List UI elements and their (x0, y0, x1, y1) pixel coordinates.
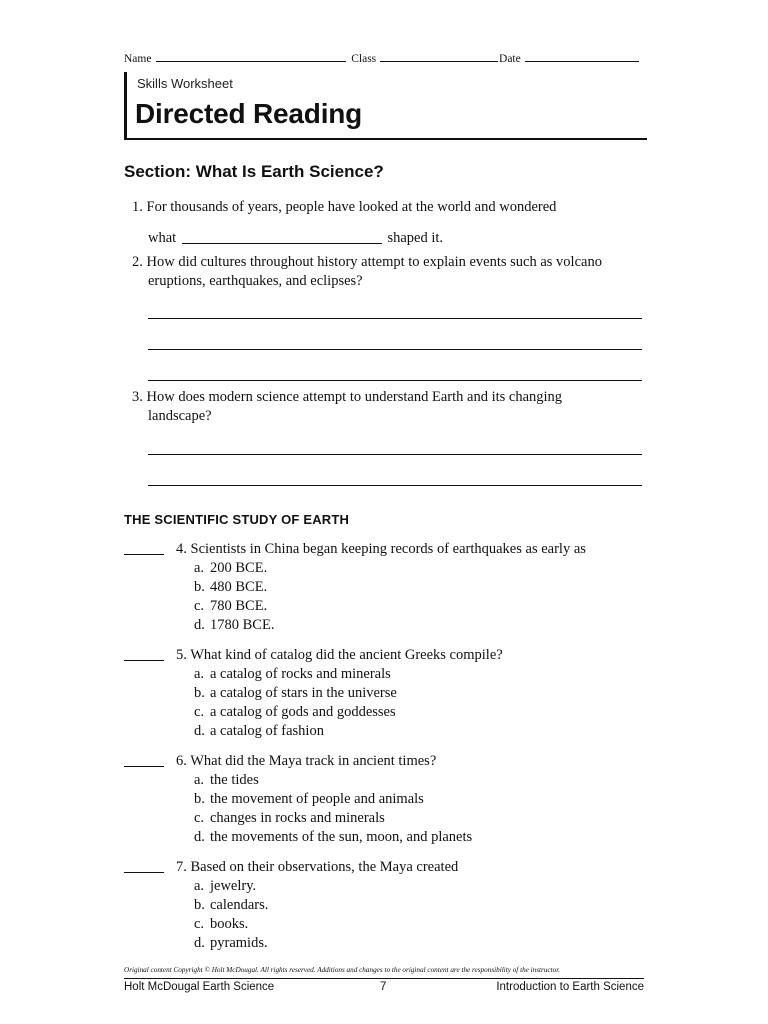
option-c[interactable] (194, 810, 385, 827)
question-number: 5. (176, 647, 187, 663)
question-1 (132, 198, 556, 217)
question-1-fill (148, 229, 443, 248)
option-c[interactable] (194, 916, 248, 933)
answer-line[interactable] (148, 485, 642, 486)
option-letter: a. (194, 560, 205, 576)
question-text: How did cultures throughout history attempt to explain events such as volcano (146, 254, 602, 270)
option-letter: b. (194, 579, 205, 595)
option-text: pyramids. (210, 935, 268, 951)
worksheet-header (124, 72, 647, 140)
page-title: Directed Reading (135, 98, 363, 129)
option-text: calendars. (210, 897, 269, 913)
question-text: What did the Maya track in ancient times? (190, 753, 437, 769)
question-number: 1. (132, 199, 143, 215)
option-a[interactable] (194, 878, 256, 895)
subheading: THE SCIENTIFIC STUDY OF EARTH (124, 512, 350, 527)
question-number: 3. (132, 389, 143, 405)
question-text: Scientists in China began keeping records of earthquakes as early as (190, 541, 586, 557)
option-text: books. (210, 916, 249, 932)
option-text: 780 BCE. (210, 598, 268, 614)
option-letter: c. (194, 598, 205, 614)
option-text: jewelry. (210, 878, 257, 894)
question-text: What kind of catalog did the ancient Greeks compile? (190, 647, 503, 663)
question-number: 7. (176, 859, 187, 875)
option-b[interactable] (194, 897, 268, 914)
page-number: 7 (380, 981, 387, 993)
option-a[interactable] (194, 560, 267, 577)
option-b[interactable] (194, 579, 267, 596)
question-text: How does modern science attempt to understand Earth and its changing (146, 389, 563, 405)
footer-divider (124, 978, 644, 979)
question-stem (176, 647, 503, 664)
date-blank[interactable] (525, 61, 639, 62)
section-title: Section: What Is Earth Science? (124, 162, 384, 181)
question-number: 2. (132, 254, 143, 270)
question-text: shaped it. (387, 230, 444, 246)
option-letter: d. (194, 829, 205, 845)
question-text: what (148, 230, 177, 246)
question-stem (176, 753, 436, 770)
question-3 (132, 388, 562, 407)
option-d[interactable] (194, 723, 324, 740)
mc-question-4 (124, 541, 644, 635)
option-c[interactable] (194, 704, 396, 721)
question-number: 4. (176, 541, 187, 557)
name-blank[interactable] (156, 61, 346, 62)
question-text: Based on their observations, the Maya created (190, 859, 459, 875)
option-text: a catalog of stars in the universe (210, 685, 397, 701)
answer-blank[interactable] (124, 554, 164, 555)
answer-blank[interactable] (124, 872, 164, 873)
answer-line[interactable] (148, 454, 642, 455)
option-text: changes in rocks and minerals (210, 810, 385, 826)
option-text: a catalog of gods and goddesses (210, 704, 396, 720)
question-stem (176, 859, 458, 876)
option-letter: a. (194, 772, 205, 788)
mc-question-5 (124, 647, 644, 741)
option-letter: d. (194, 935, 205, 951)
option-text: a catalog of fashion (210, 723, 324, 739)
question-2 (132, 253, 602, 272)
worksheet-type: Skills Worksheet (137, 76, 233, 91)
option-letter: d. (194, 723, 205, 739)
answer-blank[interactable] (124, 766, 164, 767)
answer-line[interactable] (148, 349, 642, 350)
footer-left: Holt McDougal Earth Science (124, 981, 275, 993)
name-class-date-line (124, 53, 642, 65)
question-3-cont: landscape? (148, 408, 212, 424)
date-label: Date (499, 53, 521, 65)
option-letter: c. (194, 810, 205, 826)
option-letter: b. (194, 791, 205, 807)
option-letter: d. (194, 617, 205, 633)
option-letter: b. (194, 897, 205, 913)
option-text: 1780 BCE. (210, 617, 275, 633)
mc-question-6 (124, 753, 644, 847)
option-c[interactable] (194, 598, 267, 615)
copyright-notice: Original content Copyright © Holt McDougal. All rights reserved. Additions and changes to the original content are the responsibility of the instructor. (124, 966, 561, 974)
option-b[interactable] (194, 685, 397, 702)
option-letter: b. (194, 685, 205, 701)
option-letter: a. (194, 666, 205, 682)
fill-in-blank[interactable] (182, 243, 382, 244)
option-text: 480 BCE. (210, 579, 268, 595)
answer-line[interactable] (148, 380, 642, 381)
question-stem (176, 541, 586, 558)
option-text: a catalog of rocks and minerals (210, 666, 391, 682)
option-a[interactable] (194, 666, 391, 683)
question-2-cont: eruptions, earthquakes, and eclipses? (148, 273, 363, 289)
option-d[interactable] (194, 935, 268, 952)
mc-question-7 (124, 859, 644, 953)
answer-line[interactable] (148, 318, 642, 319)
option-text: the movements of the sun, moon, and planets (210, 829, 473, 845)
answer-blank[interactable] (124, 660, 164, 661)
option-letter: a. (194, 878, 205, 894)
name-label: Name (124, 53, 152, 65)
class-blank[interactable] (380, 61, 498, 62)
option-text: the tides (210, 772, 259, 788)
option-letter: c. (194, 916, 205, 932)
option-letter: c. (194, 704, 205, 720)
class-label: Class (351, 53, 377, 65)
question-number: 6. (176, 753, 187, 769)
option-text: 200 BCE. (210, 560, 268, 576)
question-text: For thousands of years, people have looked at the world and wondered (146, 199, 557, 215)
option-text: the movement of people and animals (210, 791, 424, 807)
footer-right: Introduction to Earth Science (496, 981, 644, 993)
option-b[interactable] (194, 791, 424, 808)
option-d[interactable] (194, 617, 274, 634)
option-d[interactable] (194, 829, 472, 846)
option-a[interactable] (194, 772, 259, 789)
